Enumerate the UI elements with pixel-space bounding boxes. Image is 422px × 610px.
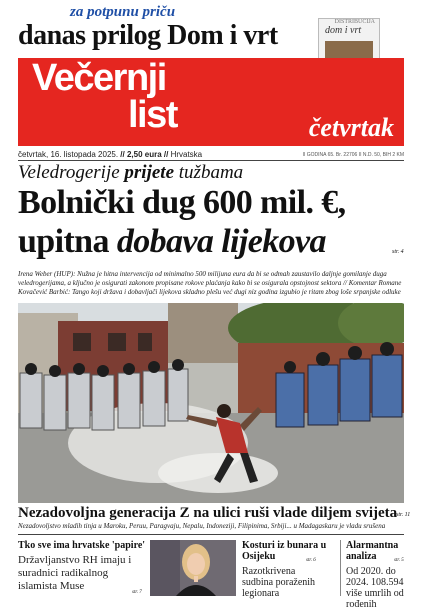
- teaser-1-page-ref: str. 7: [132, 590, 142, 595]
- issue-date: četvrtak, 16. listopada 2025.: [18, 150, 119, 159]
- main-kicker-bold: prijete: [124, 162, 175, 183]
- column-divider: [340, 540, 341, 596]
- teaser-4-page-ref: str. 5: [394, 558, 404, 563]
- protest-photo-illustration: [18, 303, 404, 503]
- supplement-cover-label: DISTRIBUCIJA: [334, 19, 375, 25]
- photo-story-headline[interactable]: Nezadovoljna generacija Z na ulici ruši vlade diljem svijeta: [18, 505, 398, 521]
- supplement-cover-title: dom i vrt: [325, 25, 362, 36]
- main-headline-line-1[interactable]: Bolnički dug 600 mil. €,: [18, 184, 346, 221]
- issue-number: II GODINA 65. Br. 22706 II N.D. 50, BIH 2 KM: [302, 152, 404, 158]
- main-headline-line-2[interactable]: [18, 223, 326, 261]
- photo-story-text: Nezadovoljstvo mladih tinja u Maroku, Peruu, Paragvaju, Nepalu, Indoneziji, Filipinima, Srbiji... u Madagaskaru je vladu srušena: [18, 522, 386, 530]
- teaser-2-photo[interactable]: [150, 540, 236, 596]
- main-headline-line-2-italic: dobava lijekova: [116, 223, 326, 260]
- teaser-1-text: Državljanstvo RH imaju i suradnici radikalnog islamista Muse: [18, 554, 132, 592]
- teaser-4-text: Od 2020. do 2024. 108.594 više umrlih od rođenih: [346, 566, 404, 610]
- promo-kicker: za potpunu priču: [70, 4, 176, 20]
- weekday-label: četvrtak: [308, 113, 394, 142]
- logo-line-2: list: [128, 94, 177, 136]
- main-kicker-post: tužbama: [178, 162, 244, 183]
- main-kicker: [18, 162, 243, 184]
- teaser-3-text: Razotkrivena sudbina poraženih legionara: [242, 566, 316, 599]
- promo-title[interactable]: danas prilog Dom i vrt: [18, 20, 278, 51]
- main-headline-line-2-plain: upitna: [18, 223, 109, 260]
- issue-price: 2,50 eura: [126, 150, 162, 159]
- masthead[interactable]: [18, 58, 404, 146]
- main-page-ref: str. 4: [392, 249, 404, 255]
- main-lead: Irena Weber (HUP): Nužna je hitna intervencija od minimalno 500 milijuna eura da bi se odmah zaustavilo daljnje gomilanje duga veledrogerijama, a ključno je osigurati zakonom propisane rokove plaćanja kako bi se osigurala opstojnost sektora // Komentar Romane Kovačević Barbić: Tango koji država i dobavljači lijekova skladno plešu već dugi niz godina izgubio je ritam zbog loše srpanjske odluke: [18, 270, 402, 296]
- protest-photo[interactable]: [18, 303, 404, 503]
- teaser-1-title[interactable]: Tko sve ima hrvatske 'papire': [18, 540, 146, 551]
- teaser-3-page-ref: str. 6: [306, 558, 316, 563]
- dateline: četvrtak, 16. listopada 2025. // 2,50 eura // Hrvatska: [18, 150, 203, 159]
- photo-story-page-ref: str. 11: [396, 512, 411, 518]
- logo-line-1: Večernji: [32, 57, 166, 99]
- main-kicker-pre: Veledrogerije: [18, 162, 120, 183]
- teaser-3-title[interactable]: Kosturi iz bunara u Osijeku: [242, 540, 327, 562]
- woman-portrait-illustration: [150, 540, 236, 596]
- divider: [18, 160, 404, 161]
- edition-label: Hrvatska: [170, 150, 203, 159]
- teaser-4-title[interactable]: Alarmantna analiza: [346, 540, 399, 562]
- divider: [18, 534, 404, 535]
